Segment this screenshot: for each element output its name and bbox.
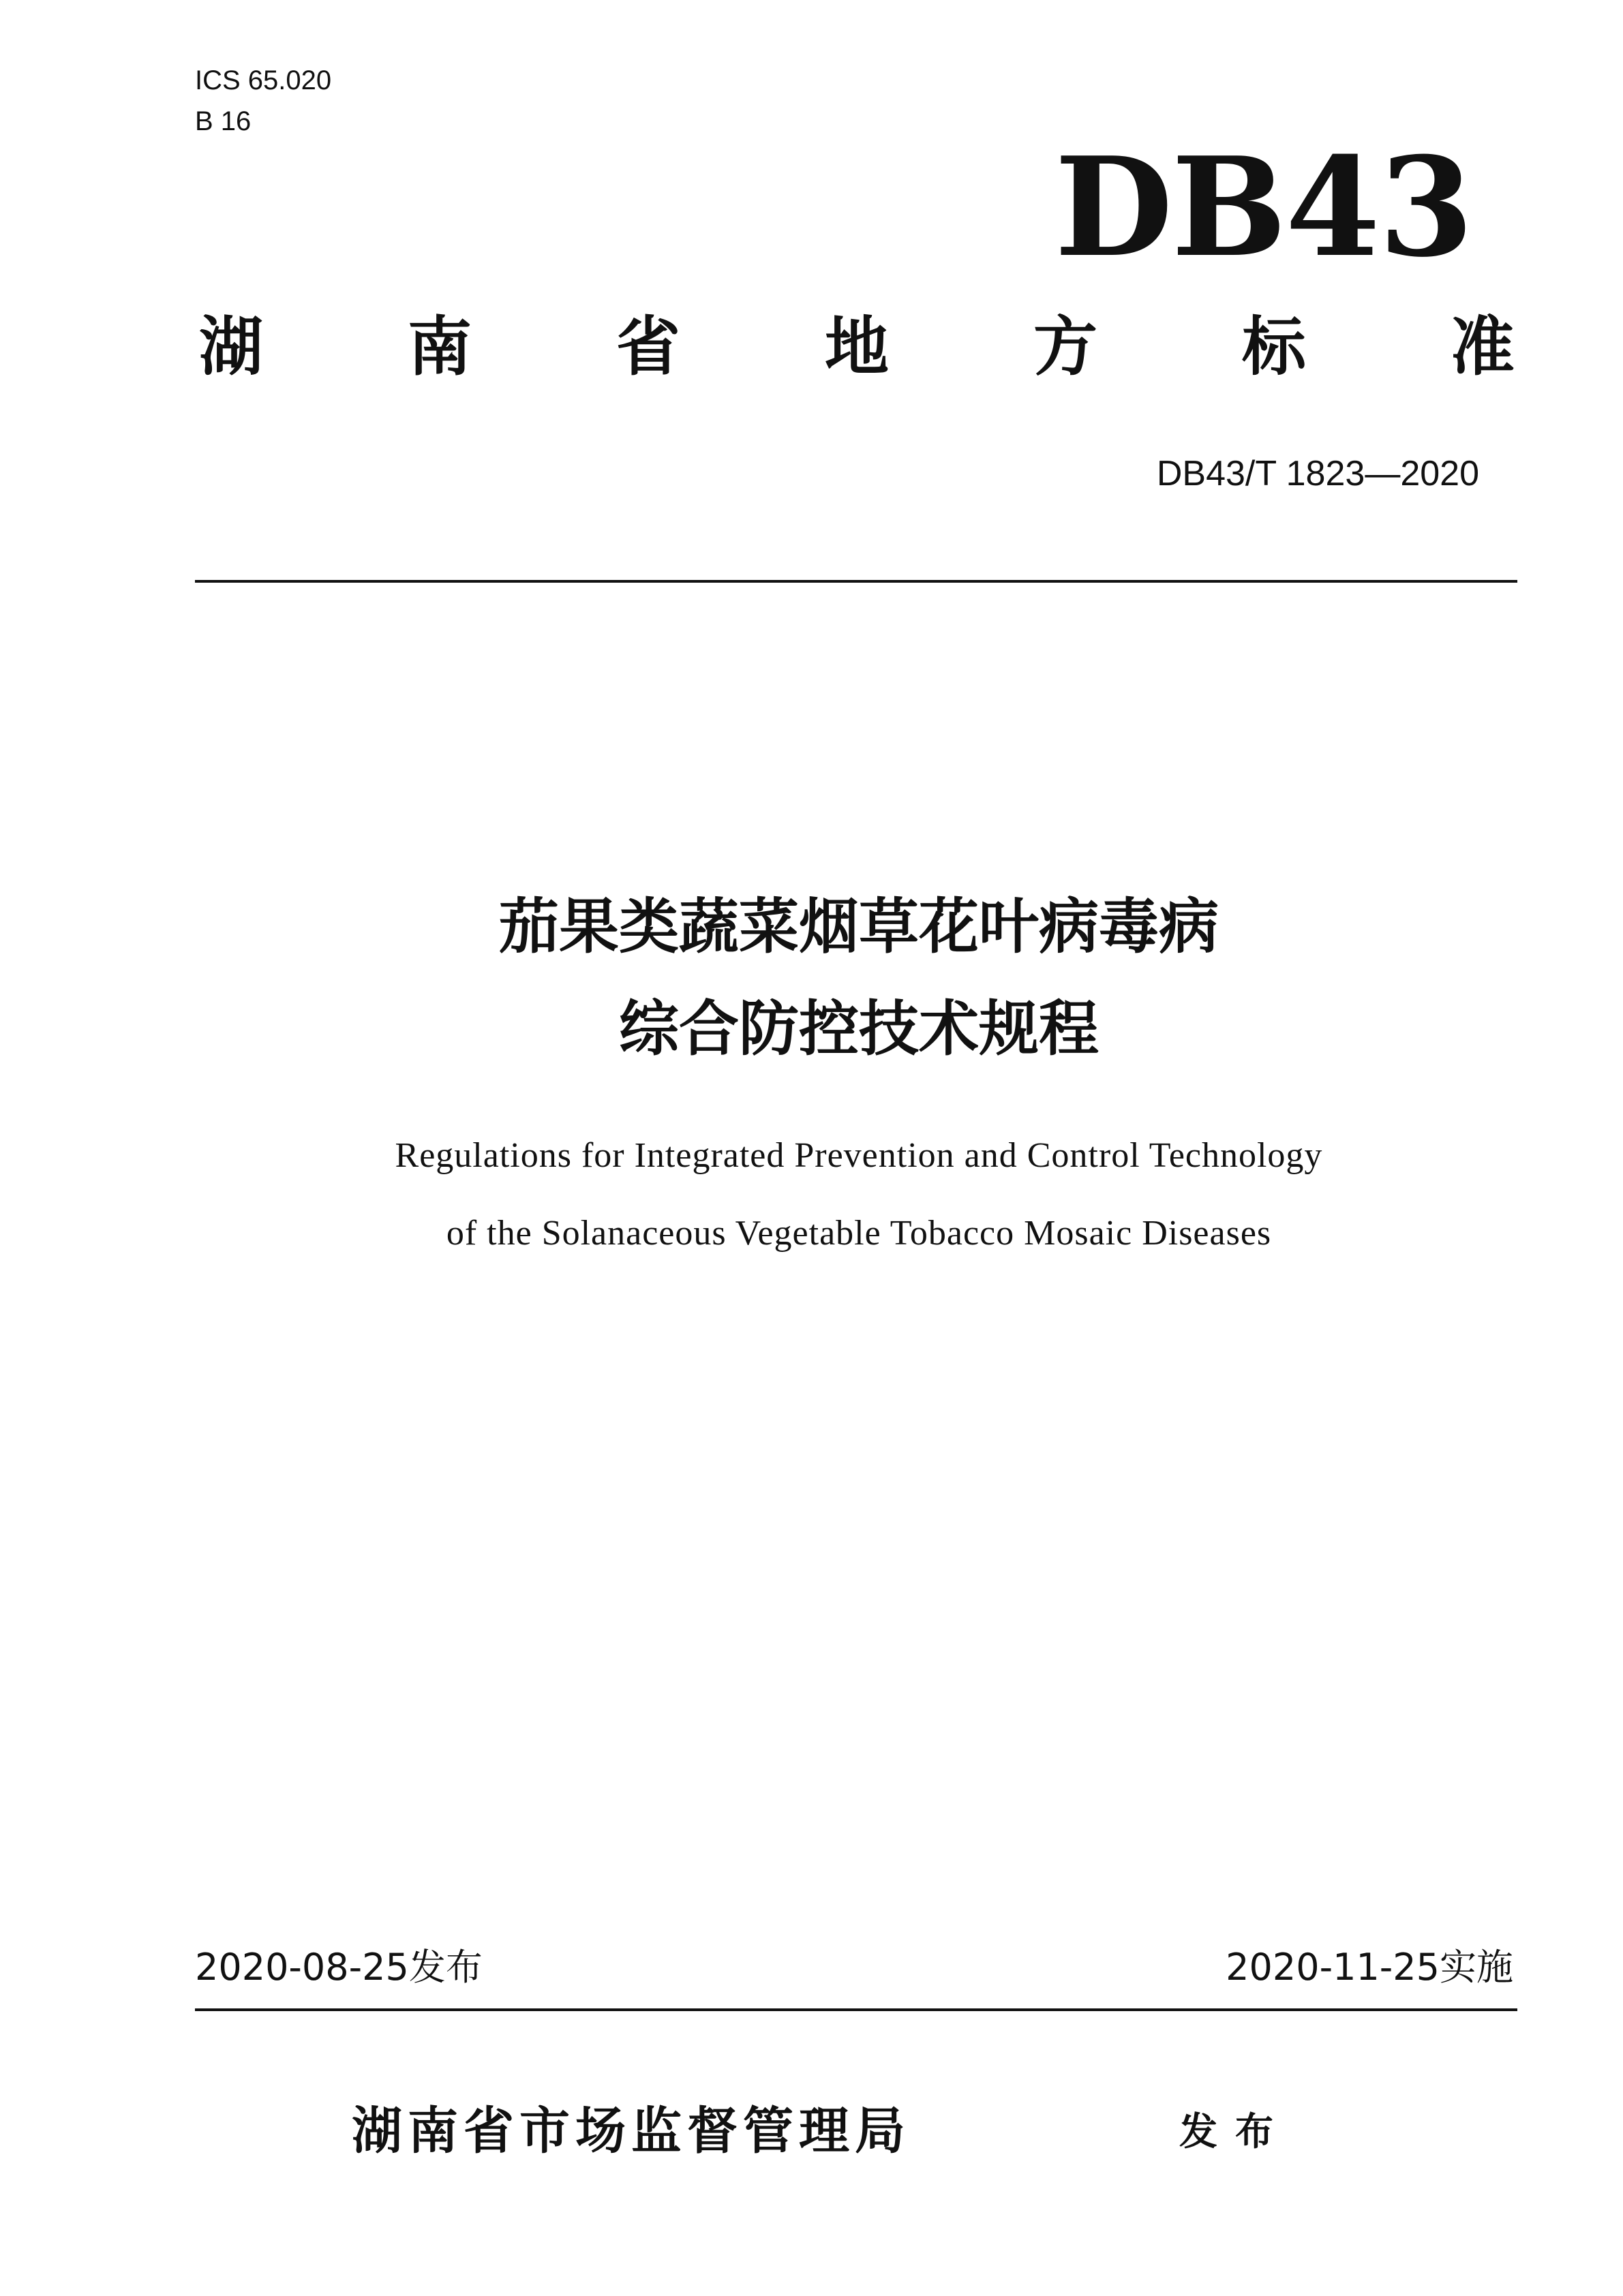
title-chinese-line-1: 茄果类蔬菜烟草花叶病毒病: [498, 891, 1219, 962]
standard-category-char: 地: [824, 310, 889, 384]
standard-category-char: 方: [1033, 310, 1097, 384]
footer-divider: [195, 2008, 1517, 2011]
title-chinese-line-2: 综合防控技术规程: [618, 994, 1099, 1064]
standard-prefix: DB43: [1055, 127, 1472, 288]
effective-date: 2020-11-25实施: [1226, 1946, 1513, 1989]
standard-category-char: 南: [407, 310, 472, 384]
header-divider: [195, 580, 1517, 583]
title-english-line-1: Regulations for Integrated Prevention and Control Technology: [395, 1136, 1323, 1175]
title-english-line-2: of the Solanaceous Vegetable Tobacco Mosaic Diseases: [446, 1214, 1272, 1253]
issue-action: 发布: [1179, 2110, 1291, 2154]
ccs-code: B 16: [195, 106, 252, 136]
standard-category-char: 标: [1241, 310, 1306, 384]
standard-number: DB43/T 1823—2020: [1156, 454, 1479, 493]
standard-category-char: 省: [616, 310, 680, 384]
standard-category-char: 湖: [199, 310, 264, 384]
standard-category-char: 准: [1450, 310, 1515, 384]
issuing-authority: 湖南省市场监督管理局: [352, 2102, 911, 2160]
standard-category: [199, 310, 1515, 385]
publication-date: 2020-08-25发布: [195, 1946, 483, 1989]
ics-code: ICS 65.020: [195, 65, 332, 95]
